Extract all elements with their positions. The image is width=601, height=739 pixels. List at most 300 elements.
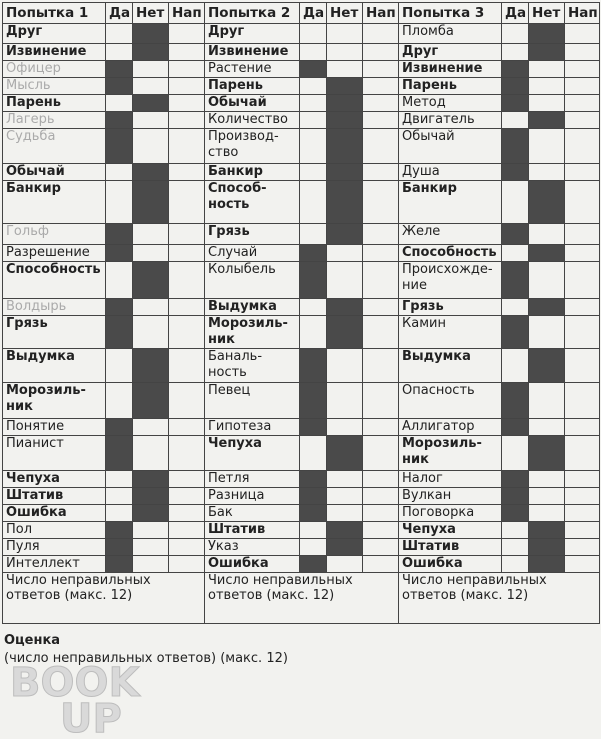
table-row (3, 181, 600, 224)
yes-cell[interactable] (502, 349, 529, 383)
no-cell[interactable] (529, 129, 565, 164)
yes-cell[interactable] (106, 262, 133, 299)
no-cell[interactable] (327, 129, 363, 164)
skip-header: Нап (363, 3, 399, 24)
no-cell[interactable] (327, 299, 363, 316)
yes-cell[interactable] (502, 383, 529, 419)
yes-cell[interactable] (502, 316, 529, 349)
yes-cell[interactable] (106, 522, 133, 539)
no-cell[interactable] (133, 224, 169, 245)
skip-cell[interactable] (169, 471, 205, 488)
no-cell[interactable] (133, 505, 169, 522)
yes-cell[interactable] (106, 181, 133, 224)
yes-cell[interactable] (300, 112, 327, 129)
yes-cell[interactable] (300, 44, 327, 61)
header-row (3, 3, 600, 24)
yes-cell[interactable] (300, 245, 327, 262)
yes-cell[interactable] (106, 316, 133, 349)
skip-cell[interactable] (169, 505, 205, 522)
skip-cell[interactable] (565, 129, 600, 164)
skip-cell[interactable] (363, 539, 399, 556)
skip-cell[interactable] (169, 129, 205, 164)
skip-cell[interactable] (565, 44, 600, 61)
table-row (3, 112, 600, 129)
yes-header: Да (300, 3, 327, 24)
word-cell-attempt1: Штатив (3, 488, 106, 505)
table-row (3, 24, 600, 44)
yes-cell[interactable] (300, 349, 327, 383)
no-cell[interactable] (529, 383, 565, 419)
yes-cell[interactable] (300, 316, 327, 349)
no-cell[interactable] (529, 95, 565, 112)
yes-cell[interactable] (502, 164, 529, 181)
no-cell[interactable] (327, 436, 363, 471)
table-row (3, 539, 600, 556)
no-cell[interactable] (133, 95, 169, 112)
yes-cell[interactable] (300, 471, 327, 488)
skip-cell[interactable] (363, 224, 399, 245)
table-row (3, 245, 600, 262)
skip-cell[interactable] (565, 556, 600, 573)
yes-cell[interactable] (300, 262, 327, 299)
table-row (3, 164, 600, 181)
yes-cell[interactable] (502, 224, 529, 245)
word-cell-attempt3: Двигатель (399, 112, 502, 129)
answer-rows (3, 24, 600, 573)
word-cell-attempt3: Парень (399, 78, 502, 95)
attempt3-header: Попытка 3 (399, 3, 502, 24)
table-row (3, 299, 600, 316)
yes-cell[interactable] (300, 129, 327, 164)
skip-cell[interactable] (169, 419, 205, 436)
no-cell[interactable] (529, 164, 565, 181)
no-cell[interactable] (327, 61, 363, 78)
no-cell[interactable] (529, 299, 565, 316)
word-cell-attempt3: Аллигатор (399, 419, 502, 436)
yes-cell[interactable] (300, 522, 327, 539)
word-cell-attempt3: Вулкан (399, 488, 502, 505)
no-cell[interactable] (133, 164, 169, 181)
word-cell-attempt3: Грязь (399, 299, 502, 316)
yes-cell[interactable] (300, 505, 327, 522)
answer-table (2, 2, 600, 624)
table-row (3, 129, 600, 164)
skip-cell[interactable] (565, 181, 600, 224)
no-cell[interactable] (529, 556, 565, 573)
no-cell[interactable] (529, 419, 565, 436)
skip-cell[interactable] (363, 299, 399, 316)
word-cell-attempt3: Обычай (399, 129, 502, 164)
no-cell[interactable] (327, 95, 363, 112)
skip-cell[interactable] (363, 78, 399, 95)
yes-cell[interactable] (502, 245, 529, 262)
skip-cell[interactable] (565, 262, 600, 299)
skip-cell[interactable] (565, 95, 600, 112)
no-cell[interactable] (133, 419, 169, 436)
yes-cell[interactable] (106, 556, 133, 573)
skip-cell[interactable] (565, 224, 600, 245)
no-cell[interactable] (327, 471, 363, 488)
yes-cell[interactable] (502, 539, 529, 556)
yes-cell[interactable] (502, 61, 529, 78)
yes-cell[interactable] (106, 505, 133, 522)
yes-cell[interactable] (106, 129, 133, 164)
skip-cell[interactable] (565, 419, 600, 436)
skip-cell[interactable] (363, 112, 399, 129)
word-cell-attempt3: Чепуха (399, 522, 502, 539)
yes-cell[interactable] (300, 539, 327, 556)
word-cell-attempt2: Выдумка (205, 299, 300, 316)
yes-cell[interactable] (502, 505, 529, 522)
table-row (3, 488, 600, 505)
yes-cell[interactable] (502, 262, 529, 299)
word-cell-attempt1: Судьба (3, 129, 106, 164)
watermark-top: BOOK (10, 662, 140, 706)
skip-cell[interactable] (363, 556, 399, 573)
no-cell[interactable] (327, 522, 363, 539)
yes-cell[interactable] (106, 78, 133, 95)
skip-cell[interactable] (169, 262, 205, 299)
yes-cell[interactable] (106, 44, 133, 61)
skip-cell[interactable] (363, 316, 399, 349)
yes-cell[interactable] (106, 112, 133, 129)
no-cell[interactable] (529, 245, 565, 262)
skip-cell[interactable] (565, 471, 600, 488)
skip-cell[interactable] (565, 488, 600, 505)
yes-cell[interactable] (300, 224, 327, 245)
skip-cell[interactable] (363, 262, 399, 299)
skip-cell[interactable] (363, 164, 399, 181)
no-cell[interactable] (133, 112, 169, 129)
word-cell-attempt3: Поговорка (399, 505, 502, 522)
table-row (3, 349, 600, 383)
word-cell-attempt3: Банкир (399, 181, 502, 224)
word-cell-attempt1: Пианист (3, 436, 106, 471)
yes-cell[interactable] (300, 164, 327, 181)
skip-cell[interactable] (363, 436, 399, 471)
yes-cell[interactable] (300, 95, 327, 112)
word-cell-attempt2: Способ-ность (205, 181, 300, 224)
skip-cell[interactable] (363, 245, 399, 262)
word-cell-attempt1: Пуля (3, 539, 106, 556)
skip-cell[interactable] (169, 224, 205, 245)
word-cell-attempt1: Волдырь (3, 299, 106, 316)
skip-cell[interactable] (565, 539, 600, 556)
no-cell[interactable] (133, 245, 169, 262)
yes-cell[interactable] (106, 539, 133, 556)
table-row (3, 262, 600, 299)
no-cell[interactable] (133, 556, 169, 573)
table-row (3, 224, 600, 245)
word-cell-attempt2: Парень (205, 78, 300, 95)
skip-cell[interactable] (363, 383, 399, 419)
word-cell-attempt1: Грязь (3, 316, 106, 349)
yes-cell[interactable] (106, 245, 133, 262)
no-cell[interactable] (327, 78, 363, 95)
skip-cell[interactable] (565, 349, 600, 383)
skip-cell[interactable] (169, 245, 205, 262)
no-cell[interactable] (327, 245, 363, 262)
no-cell[interactable] (133, 262, 169, 299)
skip-cell[interactable] (363, 505, 399, 522)
table-row (3, 383, 600, 419)
word-cell-attempt3: Штатив (399, 539, 502, 556)
no-cell[interactable] (529, 224, 565, 245)
yes-cell[interactable] (106, 419, 133, 436)
word-cell-attempt2: Морозиль-ник (205, 316, 300, 349)
word-cell-attempt1: Извинение (3, 44, 106, 61)
yes-cell[interactable] (300, 419, 327, 436)
score-subtitle: (число неправильных ответов) (макс. 12) (4, 651, 288, 666)
skip-cell[interactable] (363, 419, 399, 436)
yes-cell[interactable] (502, 24, 529, 44)
no-cell[interactable] (529, 262, 565, 299)
yes-cell[interactable] (106, 488, 133, 505)
no-cell[interactable] (327, 24, 363, 44)
skip-cell[interactable] (363, 44, 399, 61)
skip-cell[interactable] (565, 164, 600, 181)
skip-cell[interactable] (363, 471, 399, 488)
no-cell[interactable] (133, 299, 169, 316)
word-cell-attempt2: Чепуха (205, 436, 300, 471)
no-cell[interactable] (327, 505, 363, 522)
word-cell-attempt2: Растение (205, 61, 300, 78)
skip-cell[interactable] (565, 505, 600, 522)
no-cell[interactable] (529, 316, 565, 349)
yes-cell[interactable] (502, 556, 529, 573)
footer-row (3, 573, 600, 624)
no-cell[interactable] (529, 78, 565, 95)
yes-header: Да (106, 3, 133, 24)
word-cell-attempt3: Налог (399, 471, 502, 488)
no-cell[interactable] (133, 488, 169, 505)
no-cell[interactable] (327, 224, 363, 245)
yes-cell[interactable] (300, 24, 327, 44)
skip-cell[interactable] (169, 383, 205, 419)
yes-cell[interactable] (502, 112, 529, 129)
no-cell[interactable] (529, 436, 565, 471)
skip-cell[interactable] (169, 522, 205, 539)
yes-cell[interactable] (106, 436, 133, 471)
skip-cell[interactable] (565, 24, 600, 44)
yes-cell[interactable] (300, 78, 327, 95)
skip-cell[interactable] (169, 556, 205, 573)
word-cell-attempt3: Опасность (399, 383, 502, 419)
no-cell[interactable] (327, 316, 363, 349)
skip-cell[interactable] (565, 436, 600, 471)
no-cell[interactable] (529, 471, 565, 488)
yes-cell[interactable] (106, 383, 133, 419)
table-row (3, 471, 600, 488)
word-cell-attempt3: Пломба (399, 24, 502, 44)
yes-cell[interactable] (502, 78, 529, 95)
no-cell[interactable] (133, 61, 169, 78)
skip-cell[interactable] (565, 383, 600, 419)
skip-cell[interactable] (169, 24, 205, 44)
skip-cell[interactable] (363, 61, 399, 78)
yes-cell[interactable] (502, 419, 529, 436)
yes-cell[interactable] (300, 383, 327, 419)
yes-cell[interactable] (502, 436, 529, 471)
yes-cell[interactable] (502, 181, 529, 224)
yes-cell[interactable] (502, 44, 529, 61)
word-cell-attempt3: Желе (399, 224, 502, 245)
skip-cell[interactable] (169, 349, 205, 383)
word-cell-attempt3: Друг (399, 44, 502, 61)
no-cell[interactable] (327, 44, 363, 61)
no-cell[interactable] (133, 383, 169, 419)
word-cell-attempt1: Разрешение (3, 245, 106, 262)
table-row (3, 556, 600, 573)
skip-cell[interactable] (565, 522, 600, 539)
skip-cell[interactable] (169, 181, 205, 224)
yes-cell[interactable] (300, 436, 327, 471)
no-header: Нет (529, 3, 565, 24)
no-cell[interactable] (133, 522, 169, 539)
no-cell[interactable] (327, 383, 363, 419)
yes-cell[interactable] (106, 224, 133, 245)
no-cell[interactable] (327, 488, 363, 505)
no-header: Нет (133, 3, 169, 24)
skip-cell[interactable] (169, 539, 205, 556)
skip-cell[interactable] (169, 488, 205, 505)
no-cell[interactable] (327, 181, 363, 224)
skip-cell[interactable] (169, 61, 205, 78)
no-cell[interactable] (529, 112, 565, 129)
no-cell[interactable] (133, 24, 169, 44)
skip-cell[interactable] (565, 245, 600, 262)
skip-cell[interactable] (565, 78, 600, 95)
no-cell[interactable] (133, 349, 169, 383)
yes-cell[interactable] (106, 299, 133, 316)
yes-cell[interactable] (502, 488, 529, 505)
skip-cell[interactable] (363, 129, 399, 164)
skip-cell[interactable] (169, 316, 205, 349)
word-cell-attempt2: Банкир (205, 164, 300, 181)
word-cell-attempt1: Выдумка (3, 349, 106, 383)
no-cell[interactable] (529, 349, 565, 383)
skip-cell[interactable] (363, 181, 399, 224)
word-cell-attempt2: Обычай (205, 95, 300, 112)
no-cell[interactable] (133, 181, 169, 224)
no-cell[interactable] (529, 505, 565, 522)
skip-cell[interactable] (565, 299, 600, 316)
no-cell[interactable] (133, 436, 169, 471)
word-cell-attempt1: Чепуха (3, 471, 106, 488)
word-cell-attempt2: Петля (205, 471, 300, 488)
yes-cell[interactable] (502, 299, 529, 316)
yes-cell[interactable] (300, 488, 327, 505)
yes-cell[interactable] (300, 181, 327, 224)
skip-cell[interactable] (169, 78, 205, 95)
yes-cell[interactable] (106, 471, 133, 488)
skip-header: Нап (565, 3, 600, 24)
no-cell[interactable] (327, 164, 363, 181)
word-cell-attempt2: Количество (205, 112, 300, 129)
skip-cell[interactable] (169, 44, 205, 61)
yes-cell[interactable] (106, 164, 133, 181)
table-row (3, 316, 600, 349)
skip-cell[interactable] (169, 95, 205, 112)
no-cell[interactable] (133, 78, 169, 95)
word-cell-attempt1: Обычай (3, 164, 106, 181)
yes-cell[interactable] (106, 349, 133, 383)
wrong-count-cell-1: Число неправильных ответов (макс. 12) (3, 573, 205, 624)
skip-cell[interactable] (565, 112, 600, 129)
word-cell-attempt2: Разница (205, 488, 300, 505)
no-cell[interactable] (529, 539, 565, 556)
skip-cell[interactable] (565, 61, 600, 78)
no-cell[interactable] (327, 539, 363, 556)
word-cell-attempt2: Ошибка (205, 556, 300, 573)
skip-cell[interactable] (169, 112, 205, 129)
no-cell[interactable] (327, 112, 363, 129)
skip-cell[interactable] (169, 164, 205, 181)
skip-cell[interactable] (363, 522, 399, 539)
no-cell[interactable] (529, 24, 565, 44)
no-cell[interactable] (529, 61, 565, 78)
no-cell[interactable] (327, 349, 363, 383)
no-cell[interactable] (133, 44, 169, 61)
yes-cell[interactable] (106, 24, 133, 44)
word-cell-attempt3: Камин (399, 316, 502, 349)
word-cell-attempt2: Певец (205, 383, 300, 419)
yes-cell[interactable] (502, 95, 529, 112)
skip-cell[interactable] (363, 24, 399, 44)
attempt1-header: Попытка 1 (3, 3, 106, 24)
no-cell[interactable] (327, 556, 363, 573)
yes-cell[interactable] (106, 61, 133, 78)
yes-cell[interactable] (502, 471, 529, 488)
no-cell[interactable] (529, 44, 565, 61)
yes-cell[interactable] (502, 522, 529, 539)
word-cell-attempt3: Метод (399, 95, 502, 112)
no-cell[interactable] (529, 488, 565, 505)
word-cell-attempt1: Мысль (3, 78, 106, 95)
no-header: Нет (327, 3, 363, 24)
watermark-bottom: UP (60, 696, 122, 734)
no-cell[interactable] (327, 262, 363, 299)
score-title: Оценка (4, 633, 61, 648)
skip-cell[interactable] (169, 299, 205, 316)
yes-cell[interactable] (106, 95, 133, 112)
skip-cell[interactable] (169, 436, 205, 471)
no-cell[interactable] (133, 471, 169, 488)
no-cell[interactable] (133, 539, 169, 556)
no-cell[interactable] (529, 181, 565, 224)
skip-cell[interactable] (363, 349, 399, 383)
yes-cell[interactable] (300, 61, 327, 78)
no-cell[interactable] (133, 129, 169, 164)
word-cell-attempt3: Душа (399, 164, 502, 181)
no-cell[interactable] (327, 419, 363, 436)
yes-cell[interactable] (300, 556, 327, 573)
table-row (3, 505, 600, 522)
yes-cell[interactable] (502, 129, 529, 164)
word-cell-attempt2: Указ (205, 539, 300, 556)
no-cell[interactable] (133, 316, 169, 349)
yes-cell[interactable] (300, 299, 327, 316)
skip-cell[interactable] (565, 316, 600, 349)
word-cell-attempt1: Парень (3, 95, 106, 112)
word-cell-attempt1: Ошибка (3, 505, 106, 522)
skip-cell[interactable] (363, 95, 399, 112)
word-cell-attempt2: Случай (205, 245, 300, 262)
word-cell-attempt2: Баналь-ность (205, 349, 300, 383)
skip-cell[interactable] (363, 488, 399, 505)
no-cell[interactable] (529, 522, 565, 539)
word-cell-attempt2: Друг (205, 24, 300, 44)
